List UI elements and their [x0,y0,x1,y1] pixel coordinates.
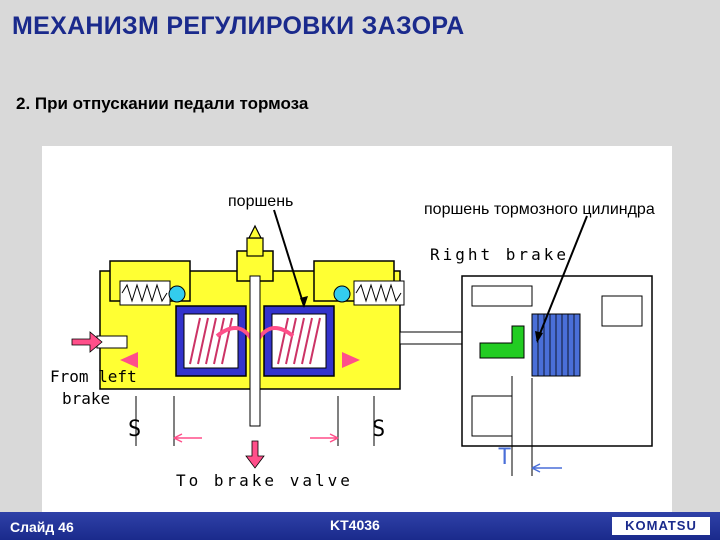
to-brake-valve-label: To brake valve [176,471,353,490]
course-code: KT4036 [330,517,380,533]
s-left-label: S [128,417,142,442]
brake-diagram [42,146,672,512]
brake-cylinder-piston-label: поршень тормозного цилиндра [424,201,655,218]
right-brake-assembly [462,276,652,476]
slide-number: Слайд 46 [10,519,74,535]
section-subtitle: 2. При отпускании педали тормоза [16,94,309,113]
t-label: T [498,445,512,470]
s-right-label: S [372,417,386,442]
komatsu-logo: KOMATSU [612,517,710,535]
footer-bar [0,512,720,540]
from-left-brake-label-line1: From left [50,367,137,386]
piston-label: поршень [228,193,294,210]
from-left-brake-label-line2: brake [62,389,111,408]
page-title: МЕХАНИЗМ РЕГУЛИРОВКИ ЗАЗОРА [12,12,465,40]
right-brake-label: Right brake [430,245,569,264]
